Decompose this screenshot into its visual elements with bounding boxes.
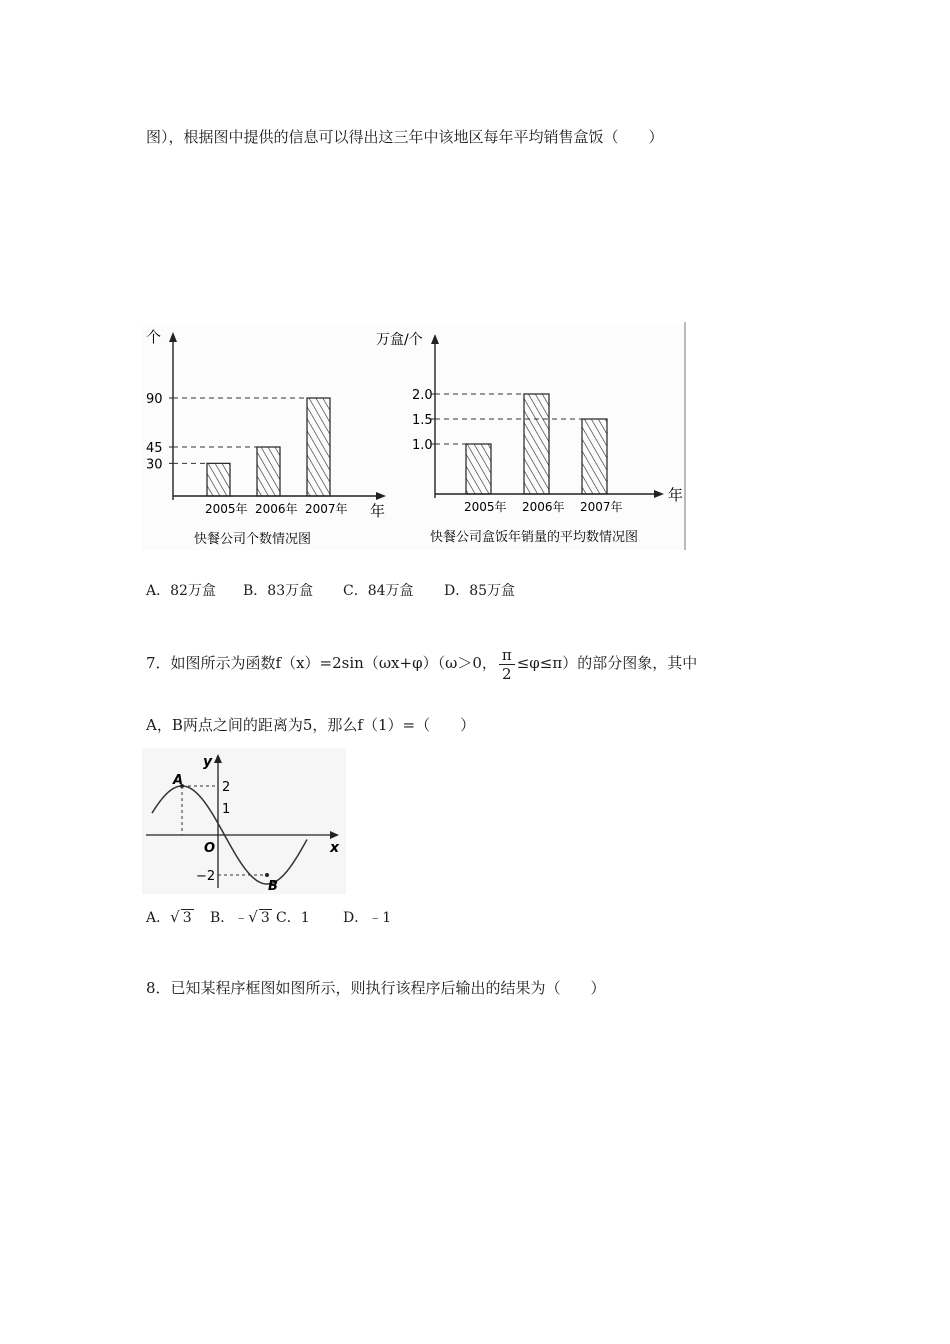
- left-chart-tick-label: 90: [146, 392, 163, 407]
- q7-option-b-radicand: 3: [260, 910, 270, 926]
- q6-stem: 图），根据图中提供的信息可以得出这三年中该地区每年平均销售盒饭（ ）: [146, 128, 664, 146]
- right-chart-tick-label: 1.5: [412, 413, 433, 428]
- q7-label-a: A: [173, 773, 184, 788]
- q8-stem: 8．已知某程序框图如图所示，则执行该程序后输出的结果为（ ）: [146, 979, 606, 997]
- right-chart-category-label: 2005年: [464, 500, 507, 514]
- q7-tick-2: 2: [222, 780, 231, 795]
- left-chart-bar: [257, 447, 280, 496]
- left-x-label: 年: [370, 502, 386, 520]
- right-x-label: 年: [668, 486, 684, 504]
- right-chart-bar: [582, 419, 607, 494]
- left-chart-category-label: 2005年: [205, 502, 248, 516]
- q7-stem-line2: A，B两点之间的距离为5，那么f（1）=（ ）: [146, 716, 476, 734]
- right-chart-title: 快餐公司盒饭年销量的平均数情况图: [430, 530, 639, 545]
- right-chart-category-label: 2007年: [580, 500, 623, 514]
- q6-option-d[interactable]: D．85万盒: [444, 583, 516, 599]
- right-chart-bar: [524, 394, 549, 494]
- right-chart-bar: [466, 444, 491, 494]
- q7-label-b: B: [268, 879, 278, 894]
- q7-option-b-label: B．﹣: [210, 910, 249, 926]
- right-chart-tick-label: 2.0: [412, 388, 433, 403]
- left-chart-category-label: 2007年: [305, 502, 348, 516]
- q7-tick-neg2: −2: [196, 869, 216, 884]
- q7-option-c[interactable]: C．1: [276, 910, 310, 926]
- right-y-label: 万盒/个: [376, 332, 423, 348]
- left-chart-tick-label: 30: [146, 457, 163, 473]
- q7-option-a-label: A．: [146, 910, 171, 926]
- q7-frac-numerator: π: [499, 646, 515, 665]
- left-chart-bar: [307, 398, 330, 496]
- q7-tick-1: 1: [222, 802, 231, 817]
- q6-option-b[interactable]: B．83万盒: [243, 583, 314, 599]
- q7-frac-denominator: 2: [502, 664, 512, 683]
- q7-sine-graph: [142, 748, 346, 894]
- q7-option-b[interactable]: B．﹣√ 3: [210, 908, 270, 926]
- q7-point-b: [265, 873, 269, 877]
- left-chart-category-label: 2006年: [255, 502, 298, 516]
- q7-stem-pre: 7．如图所示为函数f（x）=2sin（ωx+φ）（ω＞0，: [146, 654, 497, 672]
- q6-option-a[interactable]: A．82万盒: [146, 583, 216, 599]
- q7-stem-line1: [146, 643, 697, 683]
- q7-option-a[interactable]: A．√ 3: [146, 908, 192, 926]
- left-chart-bar: [207, 463, 230, 496]
- right-chart-tick-label: 1.0: [412, 438, 433, 453]
- q6-option-c[interactable]: C．84万盒: [343, 583, 414, 599]
- q7-label-origin: O: [204, 841, 216, 856]
- q7-option-a-radicand: 3: [182, 910, 192, 926]
- q7-option-d[interactable]: D．﹣1: [343, 910, 392, 926]
- left-chart-tick-label: 45: [146, 441, 163, 456]
- q7-fraction: [499, 646, 515, 683]
- left-chart-title: 快餐公司个数情况图: [194, 532, 312, 547]
- q6-charts-figure: [140, 322, 688, 552]
- q7-y-label: y: [203, 754, 213, 770]
- q7-x-label: x: [330, 840, 340, 856]
- left-y-label: 个: [146, 328, 162, 346]
- right-chart-category-label: 2006年: [522, 500, 565, 514]
- q7-stem-post: ≤φ≤π）的部分图象，其中: [516, 654, 698, 672]
